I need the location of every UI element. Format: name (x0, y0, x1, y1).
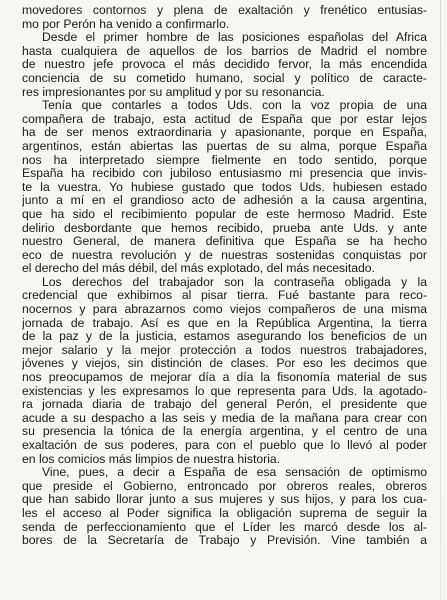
text-line: existencias y les expresamos lo que representa para Uds. la agotado- (22, 384, 427, 398)
text-line: conciencia de su cometido humano, social y político de caracte- (22, 71, 427, 85)
text-line: que ha sido el recibimiento popular de este hermoso Madrid. Este (22, 207, 427, 221)
text-line: de la paz y de la justicia, estamos asegurando los beneficios de un (22, 330, 427, 344)
text-line: nos preocupamos de mejorar día a día la fisonomía material de sus (22, 371, 427, 385)
text-line: su presencia la tónica de la energía argentina, y el centro de una (22, 425, 427, 439)
text-line: bores de la Secretaría de Trabajo y Previsión. Vine también a (22, 534, 427, 548)
text-line: Los derechos del trabajador son la contraseña obligada y la (42, 275, 427, 289)
text-line: te la vuestra. Yo hubiese gustado que todos Uds. hubiesen estado (22, 180, 427, 194)
text-line: mo por Perón ha venido a confirmarlo. (22, 17, 230, 31)
text-line: de nuestro jefe provoca el más decidido fervor, la más encendida (22, 58, 427, 72)
page-edge (440, 0, 441, 600)
text-line: nos ha interpretado siempre fielmente en todo sentido, porque (22, 153, 427, 167)
text-line: ra jornada diaria de trabajo del general Perón, el presidente que (22, 398, 427, 412)
text-line: eco de nuestra revolución y de nuestras sostenidas conquistas por (22, 248, 427, 262)
text-line: hasta cualquiera de aquellos de los barrios de Madrid el nombre (22, 44, 427, 58)
text-line: Tenía que contarles a todos Uds. con la voz propia de una (42, 99, 427, 113)
text-line: España ha recibido con jubiloso entusiasmo mi presencia que invis- (22, 167, 427, 181)
text-line: compañera de trabajo, esta actitud de España que por estar lejos (22, 112, 427, 126)
text-line: jornada de trabajo. Así es que en la República Argentina, la tierra (22, 316, 427, 330)
text-line: junto a mí en el grandioso acto de adhesión a la causa argentina, (22, 194, 427, 208)
text-line: mejor salario y la mejor protección a todos nuestros trabajadores, (22, 343, 427, 357)
text-line: delirio desbordante que hemos recibido, prueba ante Uds. y ante (22, 221, 427, 235)
text-line: Vine, pues, a decir a España de esa sensación de optimismo (42, 466, 427, 480)
text-line: nuestro General, de manera definitiva que España se ha hecho (22, 235, 427, 249)
text-line: senda de perfeccionamiento que el Líder les marcó desde los al- (22, 520, 427, 534)
text-line: ha de ser menos extraordinaria y apasionante, porque en España, (22, 126, 427, 140)
text-line: movedores contornos y plena de exaltación y frenético entusias- (22, 4, 427, 17)
document-body (22, 4, 427, 548)
text-line: Desde el primer hombre de las posiciones españolas del Africa (42, 31, 427, 45)
text-line: res impresionantes por su amplitud y por su resonancia. (22, 85, 325, 99)
paragraph-p3 (22, 99, 427, 276)
paragraph-p4 (22, 276, 427, 466)
text-line: nocernos y para abrazarnos como viejos compañeros de una misma (22, 303, 427, 317)
text-line: jóvenes y viejos, sin distinción de clases. Por eso les decimos que (22, 357, 427, 371)
text-line: credencial que exhibimos al pisar tierra. Fué bastante para reco- (22, 289, 427, 303)
text-line: en los comicios más limpios de nuestra historia. (22, 452, 281, 466)
paragraph-p5 (22, 466, 427, 548)
text-line: que han sabido llorar junto a sus mujeres y sus hijos, y para los cua- (22, 493, 427, 507)
text-line: exaltación de sus poderes, para con el pueblo que lo llevó al poder (22, 439, 427, 452)
text-line: les el acceso al Poder significa la obligación suprema de seguir la (22, 506, 427, 520)
text-line: acude a su despacho a las seis y media de la mañana para crear con (22, 411, 427, 425)
text-line: que preside el Gobierno, entroncado por obreros reales, obreros (22, 479, 427, 493)
paragraph-p1 (22, 4, 427, 31)
text-line: argentinos, están abiertas las puertas de su alma, porque España (22, 139, 427, 153)
paragraph-p2 (22, 31, 427, 99)
text-line: el derecho del más débil, del más explotado, del más necesitado. (22, 262, 375, 276)
